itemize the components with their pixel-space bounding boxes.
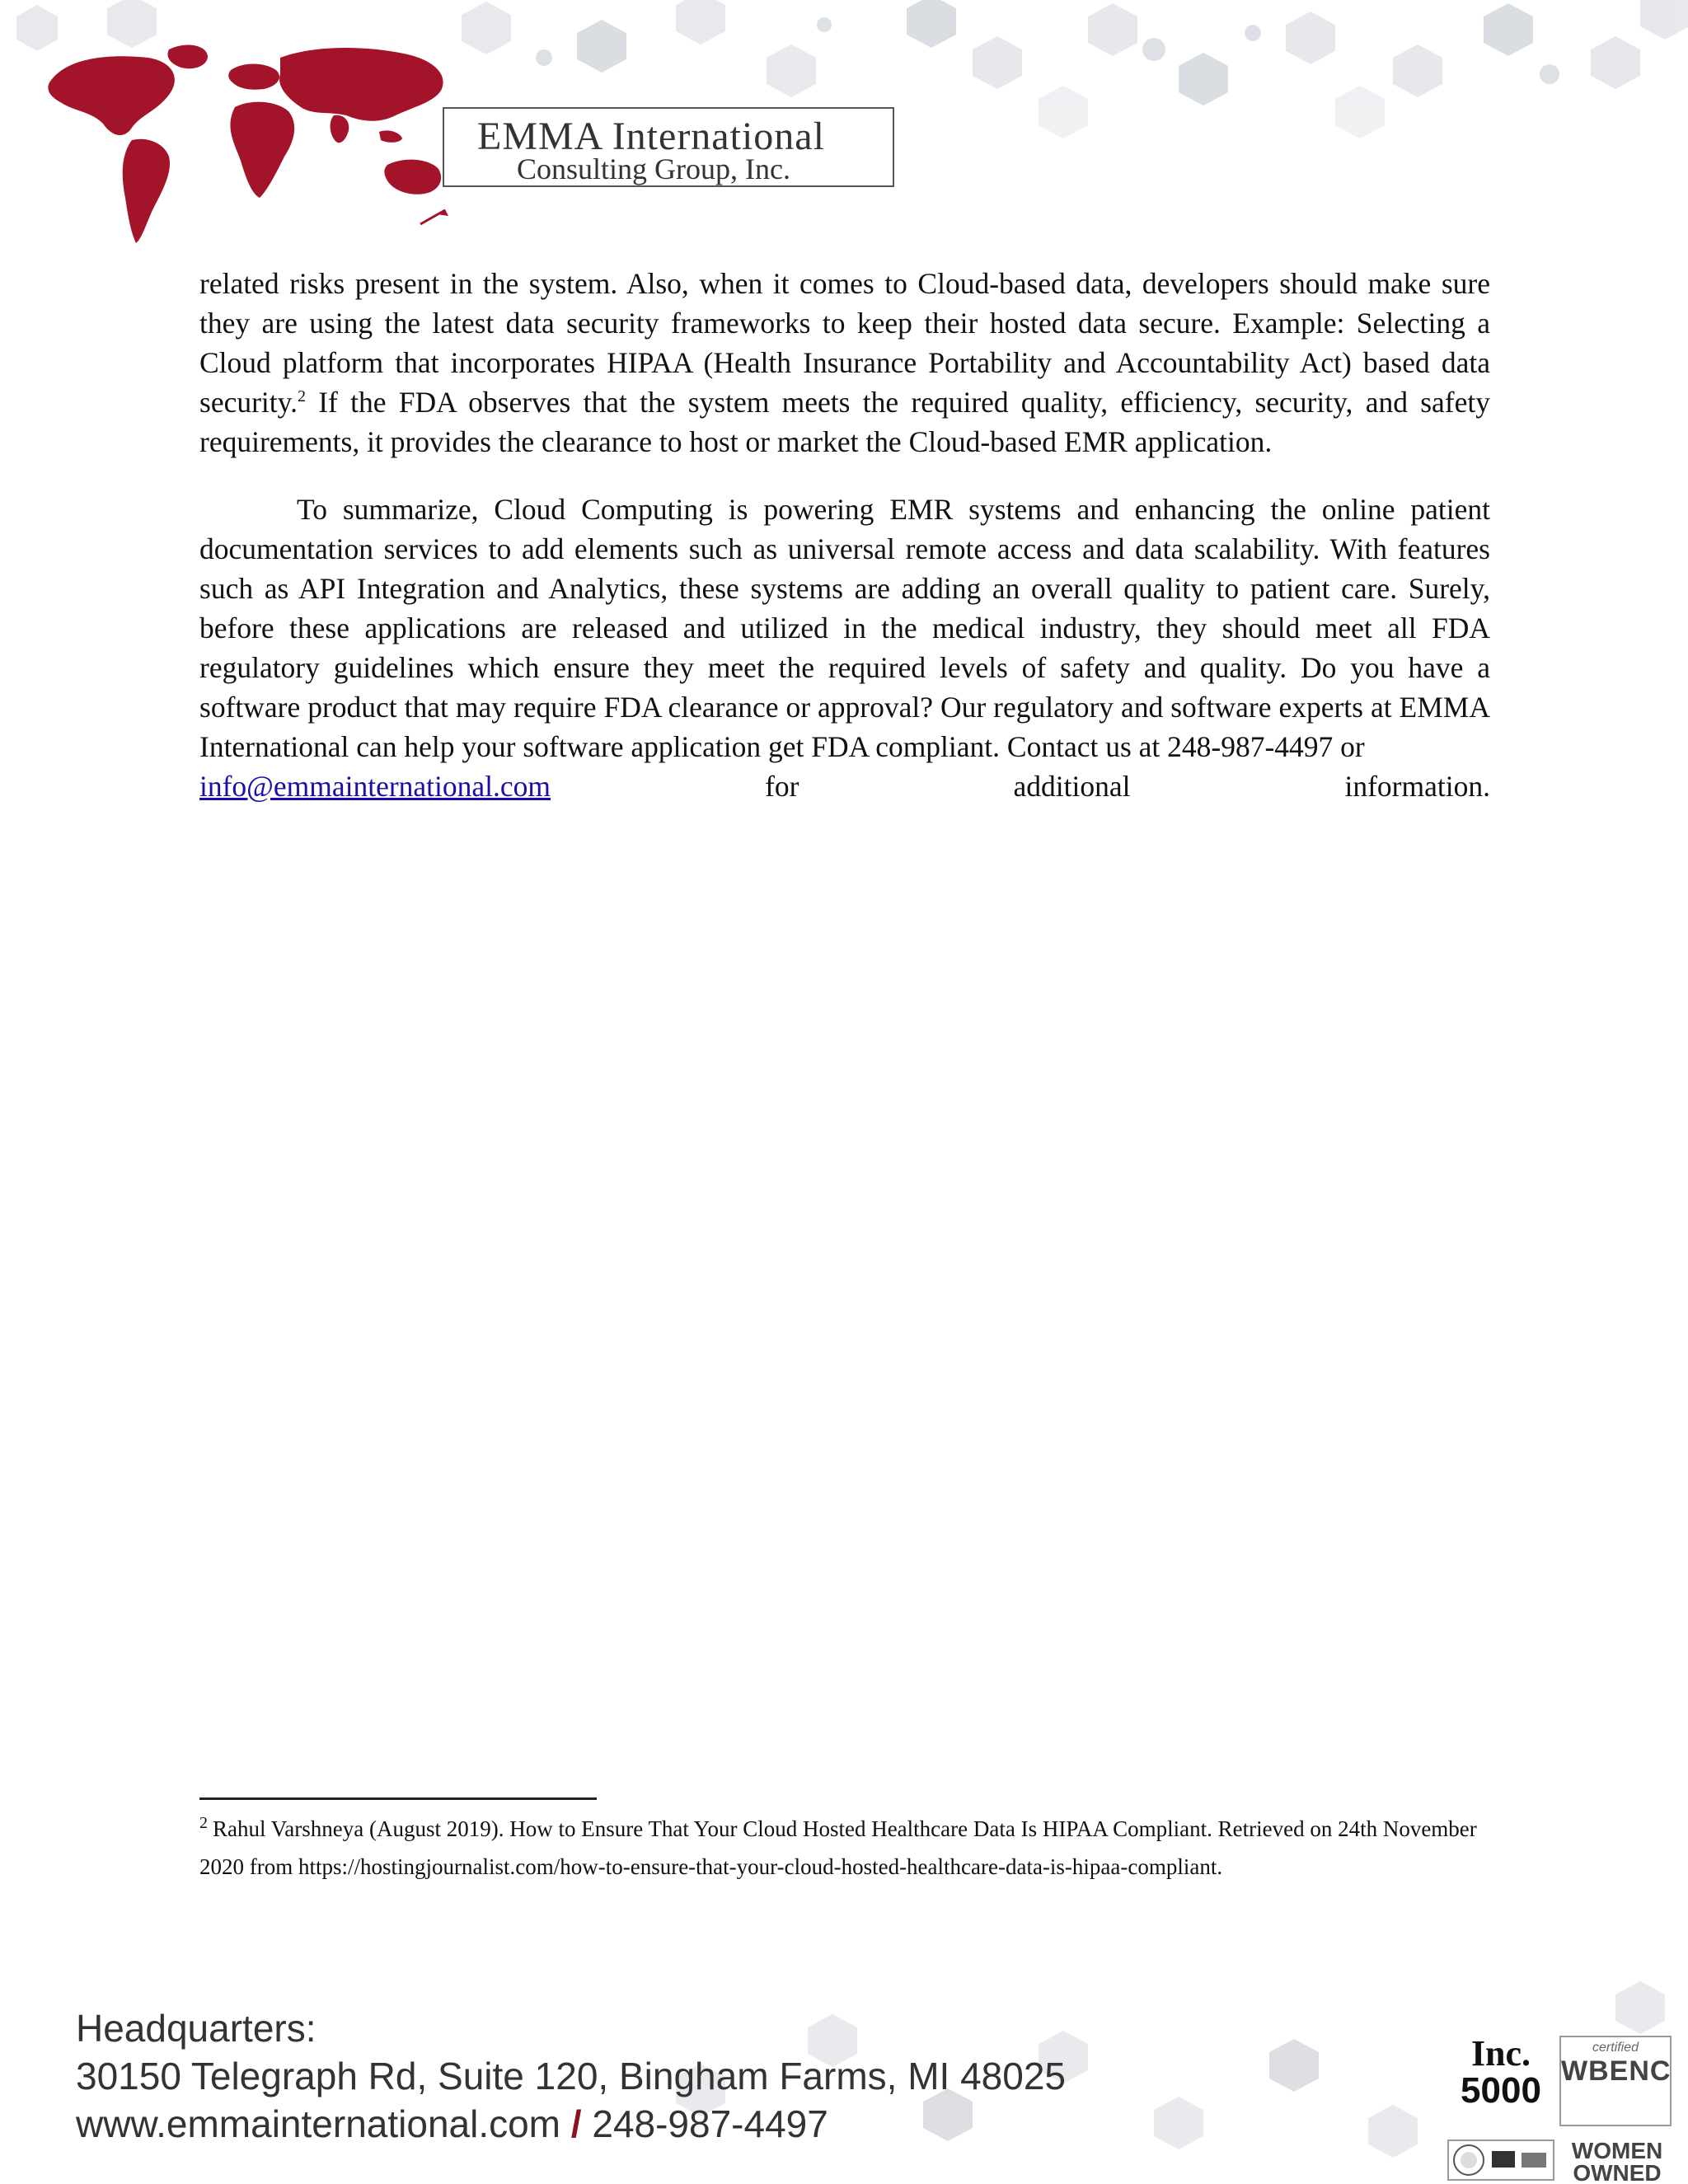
document-body [199, 264, 1490, 806]
women-label: WOMEN [1571, 2138, 1663, 2163]
wbenc-certified-label: certified [1592, 2041, 1639, 2055]
paragraph-2 [199, 490, 1490, 766]
paragraph-1-text: related risks present in the system. Also, when it comes to Cloud-based data, developers should make sure they are using the latest data security frameworks to keep their hosted data secure. Example: Selecting a Cloud platform that incorporates HIPAA (Health Insurance Portability and Accountability Act) based data security. [199, 267, 1490, 419]
iso-certification-seals [1447, 2139, 1554, 2181]
paragraph-1-tail: If the FDA observes that the system meets the required quality, efficiency, security, and safety requirements, it provides the clearance to host or market the Cloud-based EMR application. [199, 386, 1490, 458]
paragraph-2-last-line [199, 766, 1490, 806]
headquarters-address: 30150 Telegraph Rd, Suite 120, Bingham Farms, MI 48025 [76, 2055, 1066, 2097]
footnote-text: Rahul Varshneya (August 2019). How to Ensure That Your Cloud Hosted Healthcare Data Is HIPAA Compliant. Retrieved on 24th November 2020 from https://hostingjournalist.com/how-to-ensure-that-your-cloud-hosted-healthcare-data-is-hipaa-compliant. [199, 1816, 1477, 1879]
company-logo-box [443, 107, 894, 187]
wbenc-label: WBENC [1561, 2055, 1672, 2087]
contact-line [76, 2102, 828, 2146]
closing-word-2: additional [1013, 770, 1131, 803]
page-header [0, 0, 1688, 255]
closing-word-3: information. [1344, 770, 1490, 803]
footnote-reference: 2 [297, 387, 306, 406]
website-link[interactable]: www.emmainternational.com [76, 2102, 561, 2145]
world-map-logo [33, 33, 462, 255]
phone-number: 248-987-4497 [592, 2102, 828, 2145]
logo-company-subtitle: Consulting Group, Inc. [517, 152, 790, 185]
separator-slash: / [570, 2102, 582, 2145]
wbenc-badge [1559, 2036, 1672, 2126]
footnote [199, 1810, 1485, 1886]
inc5000-badge [1451, 2033, 1551, 2126]
women-owned-badge [1561, 2139, 1673, 2184]
headquarters-title: Headquarters: [76, 2007, 316, 2050]
inc-label: Inc. [1470, 2033, 1531, 2074]
footnote-separator [199, 1797, 597, 1800]
paragraph-1 [199, 264, 1490, 462]
paragraph-2-text: To summarize, Cloud Computing is powering EMR systems and enhancing the online patient documentation services to add elements such as universal remote access and data scalability. With features such as API Integration and Analytics, these systems are adding an overall quality to patient care. Surely, before these applications are released and utilized in the medical industry, they should meet all FDA regulatory guidelines which ensure they meet the required levels of safety and quality. Do you have a software product that may require FDA clearance or approval? Our regulatory and software experts at EMMA International can help your software application get FDA compliant. Contact us at 248-987-4497 or [199, 493, 1490, 763]
logo-company-name: EMMA International [477, 115, 825, 158]
footnote-number: 2 [199, 1814, 208, 1832]
email-link[interactable]: info@emmainternational.com [199, 770, 551, 803]
seal-icon [1449, 2141, 1553, 2179]
page-footer [0, 1978, 1688, 2184]
inc-number: 5000 [1461, 2070, 1541, 2111]
owned-label: OWNED [1573, 2160, 1662, 2184]
closing-word-1: for [765, 770, 799, 803]
